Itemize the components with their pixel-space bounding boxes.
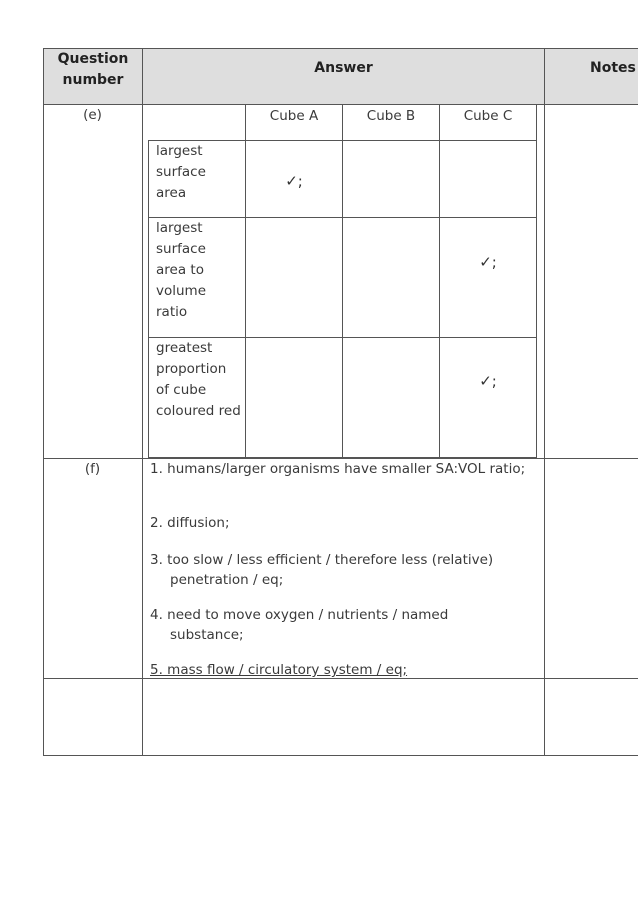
question-label-e: (e) — [83, 107, 102, 123]
cube-table-line — [439, 104, 440, 458]
answer-point-4: 4. need to move oxygen / nutrients / named substance; — [150, 607, 449, 643]
question-number-header: Question number — [57, 51, 129, 88]
table-border-col2 — [544, 48, 545, 756]
tick-mark: ✓; — [479, 372, 497, 390]
tick-mark: ✓; — [285, 172, 303, 190]
answer-point-3: 3. too slow / less efficient / therefore less (relative) penetration / eq; — [150, 552, 494, 588]
cube-table — [148, 104, 537, 458]
answer-point-2: 2. diffusion; — [150, 515, 230, 531]
cube-table-line — [536, 104, 537, 458]
cube-b-header: Cube B — [366, 108, 416, 124]
table-border-col1 — [142, 48, 143, 756]
table-border-bottom — [43, 755, 638, 756]
cube-table-line — [245, 104, 246, 458]
question-label-f: (f) — [84, 461, 101, 477]
table-border-left — [43, 48, 44, 756]
row-label-sa-volume-ratio: largest surface area to volume ratio — [156, 220, 207, 320]
row-label-proportion-red: greatest proportion of cube coloured red — [156, 340, 241, 419]
tick-mark: ✓; — [479, 253, 497, 271]
cube-table-line — [342, 104, 343, 458]
notes-header: Notes — [590, 60, 636, 76]
row-label-largest-surface-area: largest surface area — [156, 143, 206, 201]
answer-list — [150, 459, 542, 677]
answer-point-5: 5. mass flow / circulatory system / eq; — [150, 662, 408, 678]
answer-header: Answer — [314, 60, 373, 76]
cube-c-header: Cube C — [463, 108, 513, 124]
cube-table-line — [148, 140, 149, 458]
answer-point-1: 1. humans/larger organisms have smaller SA:VOL ratio; — [150, 461, 526, 477]
cube-a-header: Cube A — [269, 108, 319, 124]
